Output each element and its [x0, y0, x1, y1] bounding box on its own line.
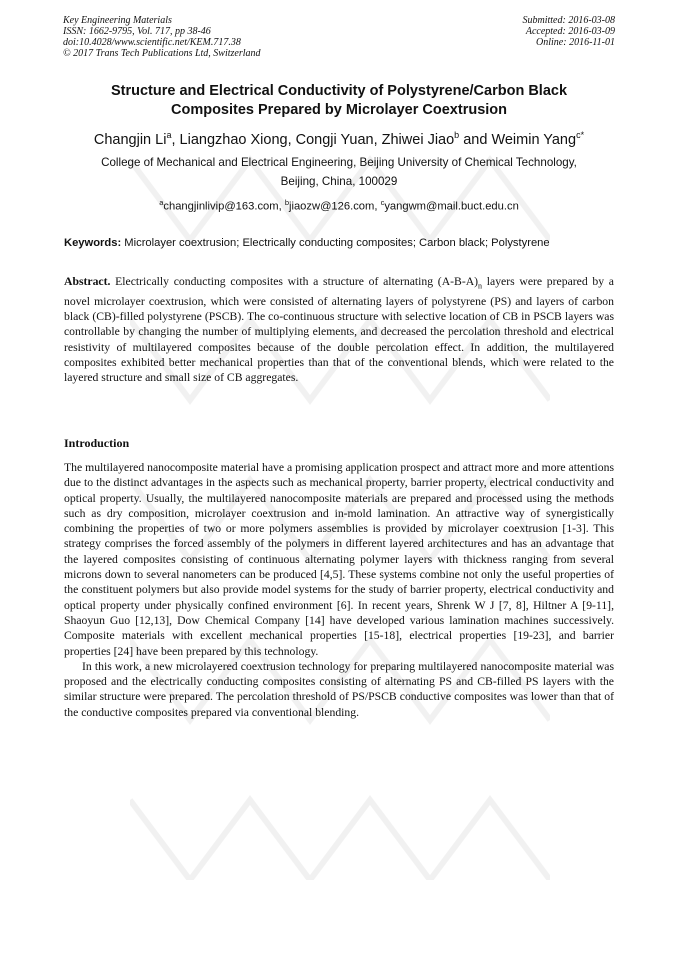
abstract — [64, 274, 614, 385]
section-heading-introduction: Introduction — [64, 436, 130, 450]
dates-info — [523, 15, 616, 48]
email-address: yangwm@mail.buct.edu.cn — [384, 200, 519, 213]
author-separator: , — [373, 131, 382, 148]
intro-paragraph-2: In this work, a new microlayered coextrusion technology for preparing multilayered nanocomposite material was proposed and the electrically conducting composites consisting of alternating PS and CB-filled PS layers with the similar structure were prepared. The percolation threshold of PS/PSCB conductive composites was lower than that of the conductive composites prepared via conventional blending. — [64, 659, 614, 719]
abstract-label: Abstract. — [64, 275, 111, 288]
abstract-text-start: Electrically conducting composites with a structure of alternating (A-B-A) — [110, 275, 479, 288]
email-address: changjinlivip@163.com — [163, 200, 279, 213]
accepted-date: Accepted: 2016-03-09 — [525, 26, 615, 37]
author-name: Congji Yuan — [295, 131, 374, 148]
email-sup: a — [159, 198, 164, 207]
author-list — [20, 126, 658, 149]
email-address: jiaozw@126.com — [288, 200, 375, 213]
author-sup: a — [166, 130, 172, 140]
author-name: Weimin Yang — [491, 131, 577, 148]
journal-name: Key Engineering Materials — [63, 15, 172, 26]
author-sup: b — [454, 130, 460, 140]
online-date: Online: 2016-11-01 — [536, 37, 615, 48]
doi-line: doi:10.4028/www.scientific.net/KEM.717.38 — [63, 37, 241, 48]
paper-title — [40, 82, 638, 120]
affiliation-line-2: Beijing, China, 100029 — [280, 175, 398, 188]
affiliation-line-1: College of Mechanical and Electrical Engineering, Beijing University of Chemical Technology, — [101, 156, 577, 169]
submitted-date: Submitted: 2016-03-08 — [522, 15, 615, 26]
keywords — [64, 236, 624, 250]
title-line-2: Composites Prepared by Microlayer Coextrusion — [170, 102, 507, 118]
abstract-subscript: n — [478, 281, 483, 291]
affiliation — [40, 153, 638, 191]
author-name: Zhiwei Jiao — [381, 131, 455, 148]
email-sup: c — [380, 198, 385, 207]
issn-line: ISSN: 1662-9795, Vol. 717, pp 38-46 — [63, 26, 211, 37]
abstract-text-rest: layers were prepared by a novel microlayer coextrusion, which were consisted of alternating layers of polystyrene (PS) and layers of carbon black (CB)-filled polystyrene (PSCB). The co-continuous structure with selective location of CB in PSCB layers was controllable by changing the number of multiplying elements, and decreased the percolation threshold and electrical resistivity of multilayered composites because of the double percolation effect. In addition, the multilayered composites exhibited better mechanical properties than that of the conventional blends, which were related to the layered structure and small size of CB aggregates. — [64, 275, 614, 385]
author-separator: , — [287, 131, 296, 148]
author-separator: , — [171, 131, 180, 148]
journal-info — [63, 15, 261, 59]
title-line-1: Structure and Electrical Conductivity of Polystyrene/Carbon Black — [110, 83, 568, 99]
introduction-body — [64, 460, 614, 720]
author-emails — [40, 196, 638, 214]
author-sup: c* — [576, 130, 585, 140]
author-name: Liangzhao Xiong — [179, 131, 288, 148]
author-name: Changjin Li — [93, 131, 167, 148]
author-separator: and — [459, 131, 492, 148]
copyright-line: © 2017 Trans Tech Publications Ltd, Switzerland — [63, 48, 261, 59]
email-separator: , — [278, 200, 285, 213]
keywords-text: Microlayer coextrusion; Electrically conducting composites; Carbon black; Polystyrene — [121, 237, 550, 249]
email-sup: b — [284, 198, 289, 207]
email-separator: , — [374, 200, 381, 213]
keywords-label: Keywords: — [64, 237, 122, 249]
intro-paragraph-1: The multilayered nanocomposite material have a promising application prospect and attract more and more attentions due to the distinct advantages in the aspects such as mechanical property, barrier property, electrical conductivity and optical property. Usually, the multilayered nanocomposite materials are prepared and processed using the methods such as dry composition, microlayer coextrusion and in-mold lamination. An attractive way of synergistically combining the properties of two or more polymers assemblies is provided by microlayer coextrusion [1-3]. This strategy comprises the forced assembly of the polymers in different layered architectures and has an advantage that the layered composites consisting of continuous alternating polymer layers with thickness ranging from several microns down to several nanometers can be produced [4,5]. These systems combine not only the useful properties of the constituent polymers but also provide model systems for the study of barrier property, electrical conductivity and optical property under physically confined environment [6]. In recent years, Shrenk W J [7, 8], Hiltner A [9-11], Shaoyun Guo [12,13], Dow Chemical Company [14] have developed various lamination machines successively. Composite materials with excellent mechanical properties [15-18], electrical properties [19-23], and barrier properties [24] have been prepared by this technology. — [64, 461, 614, 658]
